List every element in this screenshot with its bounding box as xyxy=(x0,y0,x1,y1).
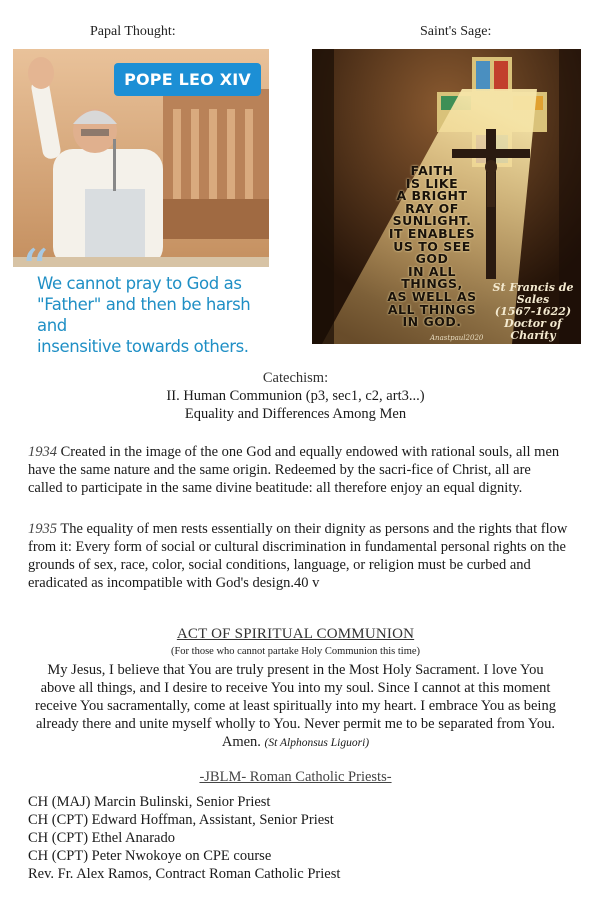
pope-photo xyxy=(13,49,269,267)
saint-quote-line: AS WELL AS xyxy=(387,288,477,304)
papal-quote-line: insensitive towards others. xyxy=(37,337,249,356)
pope-name-badge: POPE LEO XIV xyxy=(114,63,261,96)
quote-mark-icon: “ xyxy=(21,238,49,301)
priests-heading: -JBLM- Roman Catholic Priests- xyxy=(199,769,392,785)
papal-quote-line: "Father" and then be harsh and xyxy=(37,295,251,335)
act-of-spiritual-communion-title: ACT OF SPIRITUAL COMMUNION xyxy=(176,626,415,642)
image-signature: Anastpaul2020 xyxy=(430,334,484,342)
priest-list-item: Rev. Fr. Alex Ramos, Contract Roman Catholic Priest xyxy=(28,866,341,882)
saint-quote-line: US TO SEE xyxy=(393,238,471,254)
saint-attribution xyxy=(490,282,576,342)
saint-quote-line: IN ALL xyxy=(407,263,457,279)
saints-sage-heading: Saint's Sage: xyxy=(420,24,492,39)
saint-quote-line: RAY OF xyxy=(405,200,459,216)
saint-quote-line: GOD xyxy=(415,251,449,267)
priest-list-item: CH (MAJ) Marcin Bulinski, Senior Priest xyxy=(28,794,271,810)
saint-quote-line: IS LIKE xyxy=(405,175,459,191)
priest-list-item: CH (CPT) Peter Nwokoye on CPE course xyxy=(28,848,272,864)
saint-quote-line: THINGS, xyxy=(401,276,463,292)
catechism-heading: Catechism: xyxy=(262,370,329,386)
catechism-paragraph-1934 xyxy=(28,443,568,497)
prayer-citation: (St Alphonsus Liguori) xyxy=(264,737,370,749)
paragraph-text: The equality of men rests essentially on their dignity as persons and the rights that flow from it: Every form of social or cultural discrimination in fundamental personal rights on the grounds of sex, race, color, social conditions, language, or religion must be curbed and eradicated as incompatible with God's design.40 v xyxy=(28,521,568,591)
saint-quote-line: A BRIGHT xyxy=(396,188,468,204)
priest-list-item: CH (CPT) Edward Hoffman, Assistant, Senior Priest xyxy=(28,812,334,828)
paragraph-text: Created in the image of the one God and equally endowed with rational souls, all men have the same nature and the same origin. Redeemed by the sacri-fice of Christ, all are called to participate in the same divine beatitude: all therefore enjoy an equal dignity. xyxy=(28,444,560,496)
saint-attribution-line: (1567-1622) xyxy=(494,305,572,318)
papal-thought-heading: Papal Thought: xyxy=(90,24,176,39)
papal-quote-line: We cannot pray to God as xyxy=(37,274,242,293)
priests-list xyxy=(28,793,340,883)
papal-quote-box xyxy=(13,238,269,356)
prayer-body: My Jesus, I believe that You are truly present in the Most Holy Sacrament. I love You above all things, and I desire to receive You into my soul. Since I cannot at this moment receive You sacramentally, come at least spiritually into my heart. I embrace You as being already there and unite myself wholly to You. Never permit me to be separated from You. Amen. xyxy=(35,662,556,750)
catechism-subtitle: Equality and Differences Among Men xyxy=(184,406,407,422)
saint-quote-text xyxy=(372,165,492,329)
catechism-paragraph-1935 xyxy=(28,520,568,592)
saint-attribution-line: Sales xyxy=(516,293,550,306)
saint-quote-line: IT ENABLES xyxy=(388,225,476,241)
paragraph-number: 1935 xyxy=(28,521,57,537)
saint-quote-image xyxy=(312,49,581,344)
paragraph-number: 1934 xyxy=(28,444,57,460)
saint-quote-line: IN GOD. xyxy=(402,314,462,330)
priest-list-item: CH (CPT) Ethel Anarado xyxy=(28,830,175,846)
saint-quote-line: ALL THINGS xyxy=(387,301,477,317)
act-prayer-text xyxy=(30,661,561,752)
act-note: (For those who cannot partake Holy Communion this time) xyxy=(170,646,421,657)
saint-quote-line: FAITH xyxy=(410,163,454,178)
papal-quote xyxy=(37,273,273,357)
saint-quote-line: SUNLIGHT. xyxy=(392,213,472,229)
saint-attribution-line: Doctor of Charity xyxy=(504,317,562,342)
saint-attribution-line: St Francis de xyxy=(492,281,574,294)
catechism-reference: II. Human Communion (p3, sec1, c2, art3...) xyxy=(166,388,425,404)
